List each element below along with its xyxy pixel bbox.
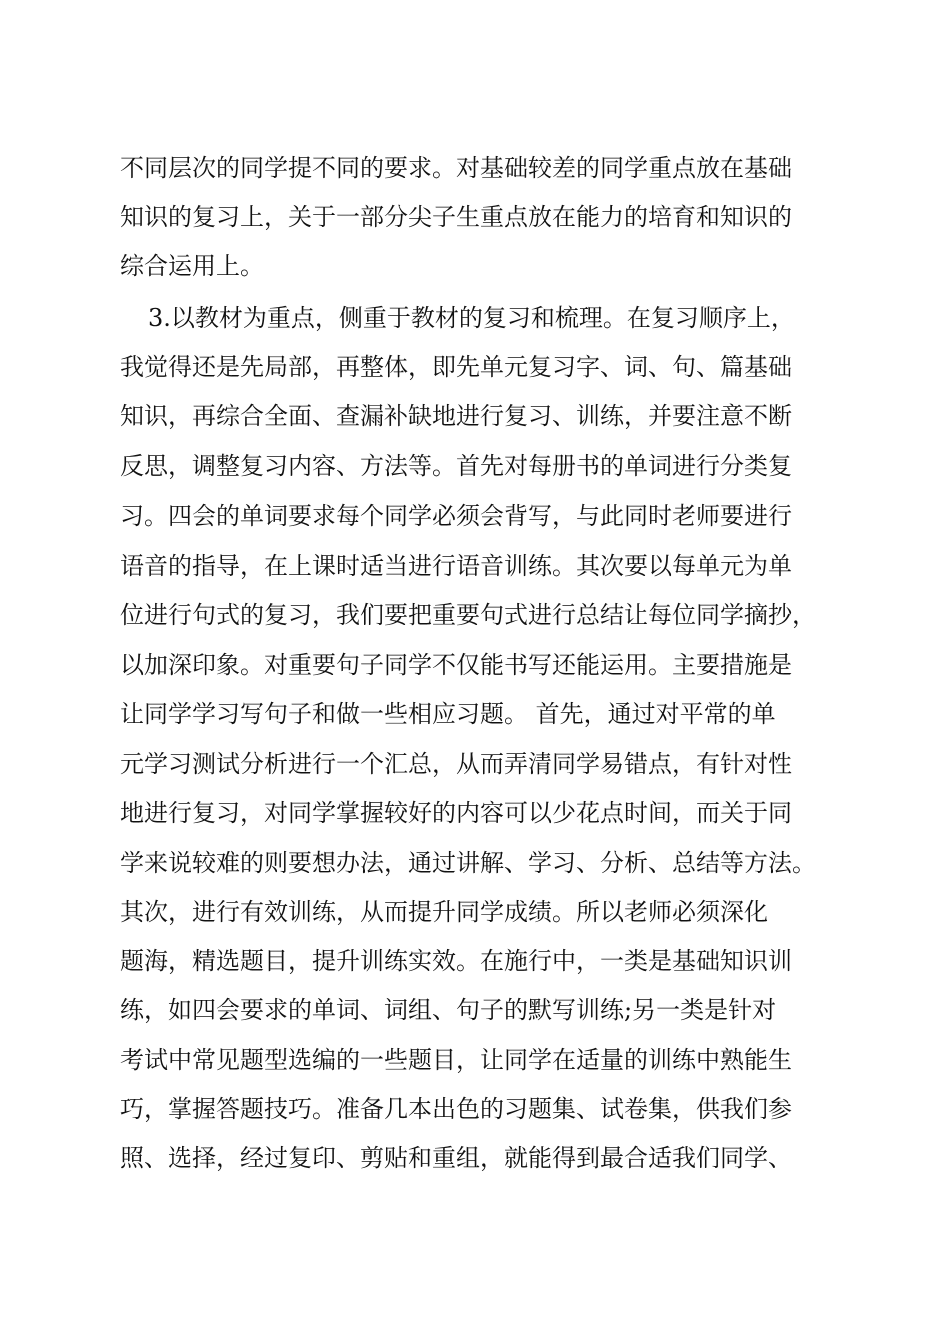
text-line: 我觉得还是先局部，再整体，即先单元复习字、词、句、篇基础 xyxy=(120,353,792,381)
text-line: 元学习测试分析进行一个汇总，从而弄清同学易错点，有针对性 xyxy=(120,750,792,778)
text-line: 照、选择，经过复印、剪贴和重组，就能得到最合适我们同学、 xyxy=(120,1144,792,1172)
text-line: 3.以教材为重点，侧重于教材的复习和梳理。在复习顺序上， xyxy=(148,304,795,332)
text-line: 学来说较难的则要想办法，通过讲解、学习、分析、总结等方法。 xyxy=(120,849,816,877)
text-line: 位进行句式的复习，我们要把重要句式进行总结让每位同学摘抄， xyxy=(120,601,816,629)
text-line: 巧，掌握答题技巧。准备几本出色的习题集、试卷集，供我们参 xyxy=(120,1095,792,1123)
text-line: 知识的复习上，关于一部分尖子生重点放在能力的培育和知识的 xyxy=(120,203,792,231)
text-line: 语音的指导，在上课时适当进行语音训练。其次要以每单元为单 xyxy=(120,552,792,580)
text-line: 让同学学习写句子和做一些相应习题。 首先，通过对平常的单 xyxy=(120,700,776,728)
text-line: 反思，调整复习内容、方法等。首先对每册书的单词进行分类复 xyxy=(120,452,792,480)
text-line: 练，如四会要求的单词、词组、句子的默写训练;另一类是针对 xyxy=(120,996,777,1024)
text-line: 综合运用上。 xyxy=(120,252,264,280)
text-line: 以加深印象。对重要句子同学不仅能书写还能运用。主要措施是 xyxy=(120,651,792,679)
text-line: 题海，精选题目，提升训练实效。在施行中，一类是基础知识训 xyxy=(120,947,792,975)
text-line: 习。四会的单词要求每个同学必须会背写，与此同时老师要进行 xyxy=(120,502,792,530)
text-line: 地进行复习，对同学掌握较好的内容可以少花点时间，而关于同 xyxy=(120,799,792,827)
text-line: 考试中常见题型选编的一些题目，让同学在适量的训练中熟能生 xyxy=(120,1046,792,1074)
text-line: 知识，再综合全面、查漏补缺地进行复习、训练，并要注意不断 xyxy=(120,402,792,430)
text-line: 其次，进行有效训练，从而提升同学成绩。所以老师必须深化 xyxy=(120,898,768,926)
text-line: 不同层次的同学提不同的要求。对基础较差的同学重点放在基础 xyxy=(120,154,792,182)
